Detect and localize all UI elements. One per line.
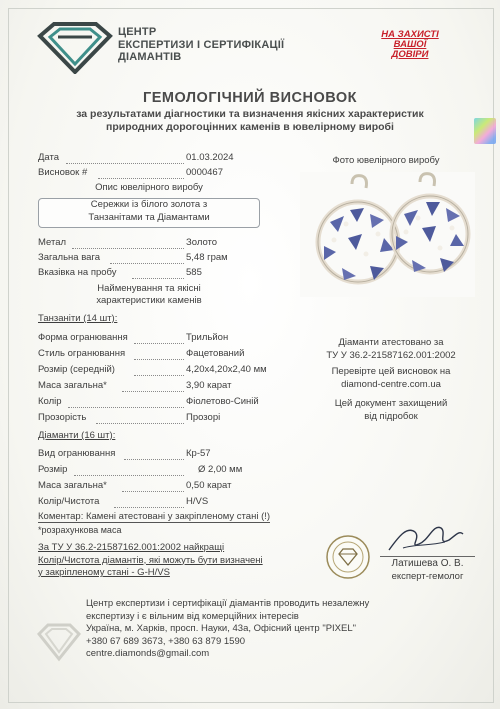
tanzanite-label: Стиль огранювання bbox=[38, 348, 126, 359]
verify-line-1: Перевірте цей висновок на bbox=[331, 366, 451, 377]
certified-note bbox=[296, 337, 486, 362]
tanzanite-label: Розмір (середній) bbox=[38, 364, 115, 375]
org-line-3: ДІАМАНТІВ bbox=[118, 51, 182, 63]
description-line-2: Танзанітами та Діамантами bbox=[88, 211, 210, 223]
protection-line-1: Цей документ захищений bbox=[334, 398, 448, 409]
hologram-sticker-icon bbox=[474, 118, 496, 144]
weight-value: 5,48 грам bbox=[186, 252, 228, 263]
org-line-1: ЦЕНТР bbox=[118, 26, 157, 38]
diamond-label: Маса загальна* bbox=[38, 480, 107, 491]
slogan-line-2: ВАШОЇ bbox=[393, 39, 427, 50]
verify-website-link[interactable]: diamond-centre.com.ua bbox=[341, 378, 441, 390]
tanzanite-label: Колір bbox=[38, 396, 62, 407]
page-subtitle bbox=[60, 108, 440, 133]
number-row bbox=[38, 166, 223, 179]
footer-email[interactable]: centre.diamonds@gmail.com bbox=[86, 648, 210, 660]
stones-heading bbox=[38, 283, 260, 307]
footer-line-2: експертизу і є вільним від комерційних інтересів bbox=[86, 610, 299, 622]
footnote-line-2: Колір/Чистота діамантів, які можуть бути визначені bbox=[38, 554, 263, 566]
org-line-2: ЕКСПЕРТИЗИ І СЕРТИФІКАЦІЇ bbox=[118, 38, 285, 51]
description-box bbox=[38, 198, 260, 228]
diamond-value: Кр-57 bbox=[186, 448, 211, 459]
tanzanite-row bbox=[38, 347, 245, 360]
calculated-mass-note: *розрахункова маса bbox=[38, 525, 122, 535]
diamond-logo-icon bbox=[36, 22, 114, 74]
diamond-value: 0,50 карат bbox=[186, 480, 232, 491]
photo-title: Фото ювелірного виробу bbox=[332, 155, 440, 166]
tanzanite-value: 3,90 карат bbox=[186, 380, 232, 391]
stones-heading-line-2: характеристики каменів bbox=[96, 295, 202, 306]
metal-row bbox=[38, 236, 218, 249]
verify-note bbox=[296, 366, 486, 391]
tanzanite-value: Фацетований bbox=[186, 348, 245, 359]
metal-label: Метал bbox=[38, 237, 67, 248]
diamond-label: Розмір bbox=[38, 464, 68, 475]
footer-line-1: Центр експертизи і сертифікації діамантів проводить незалежну bbox=[86, 598, 370, 609]
stones-heading-line-1: Найменування та якісні bbox=[97, 283, 201, 294]
footnote-line-3: у закріпленому стані - G-H/VS bbox=[38, 567, 170, 578]
page-title: ГЕМОЛОГІЧНИЙ ВИСНОВОК bbox=[143, 90, 357, 106]
date-row bbox=[38, 151, 234, 164]
weight-row bbox=[38, 251, 228, 264]
hallmark-row bbox=[38, 266, 202, 279]
tanzanite-heading: Танзаніти (14 шт): bbox=[38, 313, 118, 324]
tanzanite-value: Фіолетово-Синій bbox=[186, 396, 259, 407]
number-label: Висновок # bbox=[38, 167, 88, 178]
hallmark-label: Вказівка на пробу bbox=[38, 267, 117, 278]
tanzanite-label: Прозорість bbox=[38, 412, 87, 423]
footer-diamond-logo-icon bbox=[36, 622, 82, 662]
subtitle-line-1: за результатами діагностики та визначення якісних характеристик bbox=[76, 108, 424, 120]
diamond-value: H/VS bbox=[186, 496, 209, 507]
certified-line-1: Діаманти атестовано за bbox=[338, 337, 444, 348]
number-value: 0000467 bbox=[186, 167, 223, 178]
tanzanite-value: 4,20х4,20х2,40 мм bbox=[186, 364, 267, 375]
slogan bbox=[368, 30, 452, 68]
diamond-row bbox=[38, 495, 209, 508]
tanzanite-label: Форма огранювання bbox=[38, 332, 128, 343]
protection-line-2: від підробок bbox=[364, 410, 418, 422]
diamond-value: Ø 2,00 мм bbox=[198, 464, 243, 475]
footer-phones: +380 67 689 3673, +380 63 879 1590 bbox=[86, 635, 246, 647]
slogan-line-1: НА ЗАХИСТІ bbox=[381, 29, 439, 40]
expert-role: експерт-гемолог bbox=[391, 571, 464, 582]
expert-signature-icon bbox=[385, 518, 465, 558]
diamond-label: Вид огранювання bbox=[38, 448, 116, 459]
date-value: 01.03.2024 bbox=[186, 152, 234, 163]
metal-value: Золото bbox=[186, 237, 218, 248]
diamond-row bbox=[38, 447, 211, 460]
diamonds-heading: Діаманти (16 шт): bbox=[38, 430, 116, 441]
earrings-photo bbox=[300, 172, 475, 297]
description-heading: Опис ювелірного виробу bbox=[95, 182, 203, 193]
footer-address: Україна, м. Харків, просп. Науки, 43а, Офісний центр "PIXEL" bbox=[86, 623, 357, 635]
tanzanite-row bbox=[38, 363, 267, 376]
organization-name bbox=[118, 26, 348, 64]
protection-note bbox=[296, 398, 486, 423]
tanzanite-label: Маса загальна* bbox=[38, 380, 107, 391]
tanzanite-row bbox=[38, 331, 229, 344]
footer-info bbox=[86, 598, 466, 661]
description-line-1: Сережки із білого золота з bbox=[90, 199, 208, 210]
standard-footnote bbox=[38, 542, 328, 580]
expert-name: Латишева О. В. bbox=[380, 556, 475, 569]
footnote-line-1: За ТУ У 36.2-21587162.001:2002 найкращі bbox=[38, 542, 225, 553]
slogan-line-3: ДОВІРИ bbox=[391, 49, 429, 60]
diamond-label: Колір/Чистота bbox=[38, 496, 100, 507]
tanzanite-value: Прозорі bbox=[186, 412, 221, 423]
tanzanite-row bbox=[38, 411, 221, 424]
comment: Коментар: Камені атестовані у закріпленому стані (!) bbox=[38, 511, 271, 522]
weight-label: Загальна вага bbox=[38, 252, 100, 263]
diamond-row bbox=[38, 479, 232, 492]
gemologist-seal-icon bbox=[325, 534, 371, 580]
tanzanite-row bbox=[38, 395, 259, 408]
certified-line-2: ТУ У 36.2-21587162.001:2002 bbox=[326, 349, 456, 361]
tanzanite-row bbox=[38, 379, 232, 392]
date-label: Дата bbox=[38, 152, 60, 163]
diamond-row bbox=[38, 463, 243, 476]
subtitle-line-2: природних дорогоцінних каменів в ювелірному виробі bbox=[106, 120, 394, 133]
tanzanite-value: Трильйон bbox=[186, 332, 229, 343]
hallmark-value: 585 bbox=[186, 267, 202, 278]
